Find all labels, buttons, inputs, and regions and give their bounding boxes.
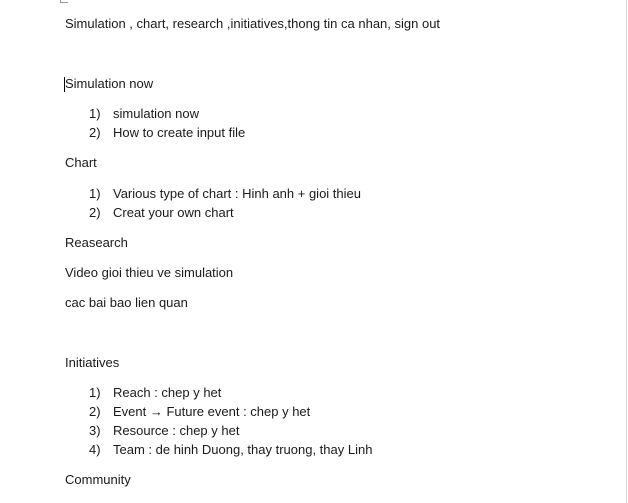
list-number: 4) bbox=[89, 442, 101, 457]
page-right-edge bbox=[626, 0, 627, 503]
heading-initiatives: Initiatives bbox=[65, 355, 120, 370]
list-item: How to create input file bbox=[113, 125, 246, 140]
list-item: simulation now bbox=[113, 106, 199, 121]
list-number: 1) bbox=[89, 186, 101, 201]
list-number: 2) bbox=[89, 404, 101, 419]
nav-outline-line: Simulation , chart, research ,initiatives,thong tin ca nhan, sign out bbox=[65, 16, 441, 31]
list-item: Reach : chep y het bbox=[113, 385, 222, 400]
list-item: Event → Future event : chep y het bbox=[113, 404, 311, 419]
heading-research: Reasearch bbox=[65, 235, 128, 250]
heading-chart: Chart bbox=[65, 155, 97, 170]
list-number: 3) bbox=[89, 423, 101, 438]
list-number: 1) bbox=[89, 385, 101, 400]
list-item: Team : de hinh Duong, thay truong, thay Linh bbox=[113, 442, 373, 457]
page-corner-marker bbox=[60, 0, 68, 3]
research-line-papers: cac bai bao lien quan bbox=[65, 295, 188, 310]
heading-simulation: Simulation now bbox=[65, 76, 154, 91]
list-number: 1) bbox=[89, 106, 101, 121]
research-line-video: Video gioi thieu ve simulation bbox=[65, 265, 234, 280]
list-item: Creat your own chart bbox=[113, 205, 234, 220]
heading-community: Community bbox=[65, 472, 131, 487]
list-item: Resource : chep y het bbox=[113, 423, 240, 438]
list-number: 2) bbox=[89, 125, 101, 140]
list-number: 2) bbox=[89, 205, 101, 220]
list-item: Various type of chart : Hinh anh + gioi thieu bbox=[113, 186, 361, 201]
